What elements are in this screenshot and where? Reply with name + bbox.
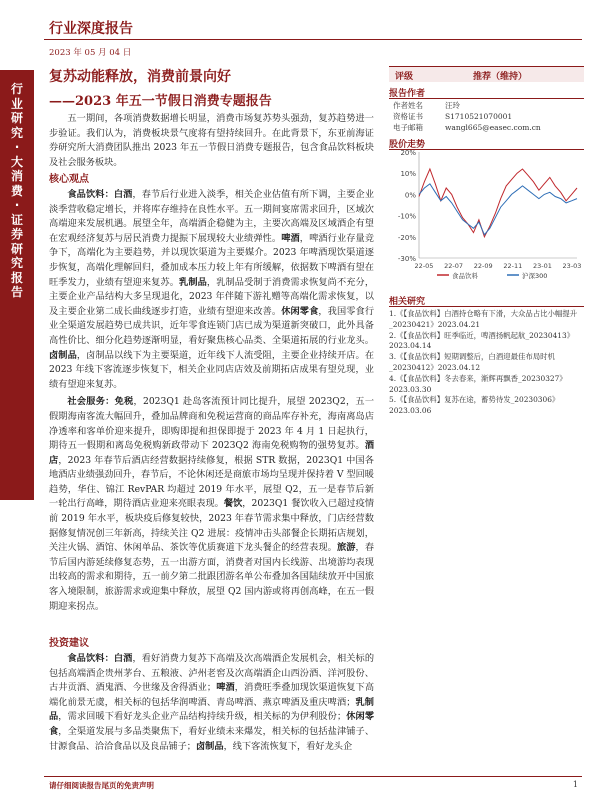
sidebar-char: ·	[14, 198, 20, 212]
intro-text: 五一期间，各项消费数据增长明显，消费市场复苏势头强劲，复苏趋势进一步验证。我们认为，消费板块景气度将有望持续回升。在此背景下，东亚前海证券研究所大消费团队推出 2023 年五一节假日消费专题报告，包含食品饮料板块及社会服务板块。	[49, 113, 374, 168]
bold-run: 旅游	[336, 542, 356, 554]
text-run: ，2023Q1 餐饮收入已超过疫情前 2019 年水平，板块疫后修复较快，2023 年春节需求集中释放，门店经营数据修复情况创三年新高，持续关注 Q2 进展：疫情冲击头部餐企长期拓店规划，关注火锅、酒馆、休闲单品、茶饮等优质赛道下龙头餐企的经营表现。	[49, 498, 375, 554]
sidebar-char: 告	[10, 285, 23, 299]
x-tick-label: 23-01	[532, 262, 552, 270]
x-tick-label: 23-03	[562, 262, 582, 270]
author-cert-key: 资格证书	[393, 112, 423, 121]
related-heading: 相关研究	[389, 297, 426, 307]
x-tick-label: 22-11	[503, 262, 523, 270]
author-cert-row	[393, 111, 583, 122]
y-tick-label: 10%	[400, 170, 416, 179]
series-line-1	[419, 184, 577, 235]
author-heading: 报告作者	[389, 89, 426, 99]
text-run: ，春节后国内游延续修复态势，五一出游方面，消费者对国内长线游、出境游均表现出较高的需求和期待，五一前夕第二批跟团游名单公布叠加各国陆续放开中国旅客入境限制，旅游需求或迎集中释放，展望 Q2 国内游或将再创高峰，在五一假期迎来拐点。	[49, 542, 375, 612]
text-run: ，线下客流恢复下，看好龙头企	[223, 740, 353, 752]
author-email-row	[393, 122, 583, 133]
legend-label: 沪深300	[522, 272, 548, 280]
sidebar-char: 研	[10, 111, 23, 125]
author-cert-value: S1710521070001	[445, 112, 513, 121]
sidebar-char: 究	[10, 125, 23, 140]
y-tick-label: 20%	[400, 149, 416, 157]
bold-run: 乳制品	[179, 276, 207, 288]
report-date: 2023 年 05 月 04 日	[49, 48, 132, 58]
bold-run: 餐饮	[223, 498, 243, 510]
bold-run: 啤酒	[216, 682, 235, 694]
text-run: ，春节后行业进入淡季，相关企业估值有所下调，主要企业淡季营收稳定增长，并将库存维持在良性水平。五一期间宴席需求回升，区域次高端迎来发展机遇。展望全年，高端酒企稳健为主，主要次高端及区域酒企有望在宏观经济复苏与居民消费力提振下展现较大业绩弹性。	[49, 189, 375, 244]
sidebar-char: 报	[10, 270, 23, 285]
report-sub-title: ——2023 年五一节假日消费专题报告	[49, 94, 272, 109]
x-tick-label: 22-09	[473, 262, 493, 270]
sidebar-char: 证	[10, 212, 23, 227]
core-section	[49, 188, 374, 614]
bold-run: 白酒	[113, 189, 133, 200]
trend-heading: 股价走势	[389, 140, 426, 150]
invest-paragraph-food	[49, 652, 374, 754]
bold-run: 啤酒	[281, 232, 300, 244]
y-tick-label: -30%	[397, 255, 416, 263]
text-run: ，乳制品受制于消费需求恢复尚不充分，主要企业产品结构大多呈现退化，2023 年伴随下游礼赠等高端化需求恢复，以及主要企业第二成长曲线逐步打造，业绩有望迎来改善。	[49, 276, 375, 317]
text-run: ，我国零食行业全渠道发展趋势已成共识，近年零食连锁门店已成为渠道新突破口，此外具备高性价比、细分化趋势逐渐明显，看好聚焦核心品类、全渠道拓展的行业龙头。	[49, 305, 375, 346]
intro-paragraph	[49, 112, 374, 170]
core-paragraph-service	[49, 395, 374, 614]
rating-bar	[389, 66, 584, 82]
text-run: ，卤制品以线下为主要渠道，近年线下人流受阻，主要企业持续开店。在 2023 年线下客流逐步恢复下，相关企业同店店效及前期拓店成果有望兑现，业绩有望迎来复苏。	[49, 349, 375, 390]
legend-label: 食品饮料	[452, 272, 478, 280]
page-number: 1	[572, 780, 578, 789]
bold-run: 乳制品	[49, 696, 374, 723]
sidebar-char: 消	[10, 169, 23, 183]
text-run: ，需求回暖下看好龙头企业产品结构持续升级，相关标的为伊利股份；	[58, 711, 347, 723]
sidebar-char: 券	[10, 227, 23, 241]
related-item[interactable]: 5.《【食品饮料】复苏在途，蓄势待发_20230306》2023.03.06	[389, 395, 560, 416]
rating-value: 推荐（维持）	[473, 72, 528, 82]
bold-run: 食品饮料：	[67, 189, 114, 200]
bold-run: 免税	[114, 396, 134, 408]
related-divider	[389, 306, 584, 307]
related-item[interactable]: 3.《【食品饮料】短期调整后，白酒迎最佳布局时机_20230412》2023.04.12	[389, 352, 555, 372]
footer-disclaimer: 请仔细阅读报告尾页的免责声明	[49, 781, 154, 790]
author-name-row	[393, 100, 583, 111]
y-tick-label: -20%	[397, 233, 416, 242]
bold-run: 休闲零食	[49, 711, 375, 737]
related-item[interactable]: 4.《【食品饮料】冬去春来，渐辉再飘香_20230327》2023.03.30	[389, 373, 567, 394]
y-tick-label: 0%	[404, 191, 416, 200]
report-type-title: 行业深度报告	[49, 21, 133, 37]
sidebar-char: 大	[10, 154, 23, 169]
author-name-value: 汪玲	[445, 101, 460, 110]
invest-heading: 投资建议	[49, 638, 89, 649]
sidebar-char: 行	[10, 82, 23, 96]
bold-run: 卤制品	[196, 740, 224, 752]
sidebar-char: 究	[10, 256, 23, 270]
sidebar-char: ·	[14, 140, 20, 154]
series-line-0	[419, 169, 577, 237]
text-run: ，2023 年春节后酒店经营数据持续修复，根据 STR 数据，2023Q1 中国各地酒店业绩强劲回升，春节后，不论休闲还是商旅市场均呈现并保持着 V 型回暖趋势，华住、锦江 RevPAR 均超过 2019 年水平，展望 Q2，五一是春节后新一轮出行高峰，期待酒店业迎来亮眼表现。	[49, 454, 374, 510]
text-run: ，看好消费力复苏下高端及次高端酒企发展机会，相关标的包括高端酒企贵州茅台、五粮液、泸州老窖及次高端酒企山西汾酒、洋河股份、古井贡酒、酒鬼酒、今世缘及舍得酒业；	[49, 653, 375, 694]
stock-trend-chart	[389, 146, 584, 286]
sidebar-label	[0, 82, 34, 300]
rating-label: 评级	[395, 72, 414, 82]
author-name-key: 作者姓名	[393, 101, 423, 110]
x-tick-label: 22-05	[414, 262, 434, 270]
text-run: ，啤酒行业存量竞争下，高端化为主要趋势，并以现饮渠道为主要媒介。2023 年啤酒现饮渠道逐步恢复，高端化理解回归，叠加成本压力较上年有所缓解，依据数下啤酒有望在旺季发力，业绩有望迎来复苏。	[49, 232, 375, 288]
related-item[interactable]: 1.《【食品饮料】白酒持仓略有下滑，大众品占比小幅提升_20230421》2023.04.21	[389, 309, 578, 329]
text-run: ，2023Q1 赴岛客流预计同比提升，展望 2023Q2，五一假期海南客流大幅回升，叠加品牌商和免税运营商的商品库存补充，海南离岛店净透率和客单价迎来提升，即购即提和担保即提于 2023 年 4 月 1 日起执行，期待五一假期和离岛免税购新政带动下 2023Q2 海南免税购物的强势复苏。	[49, 396, 375, 452]
author-email-key: 电子邮箱	[393, 123, 423, 132]
report-main-title: 复苏动能释放，消费前景向好	[49, 69, 231, 85]
text-run: ，消费旺季叠加现饮渠道恢复下高端化前景无虞，相关标的包括华润啤酒、青岛啤酒、燕京啤酒及重庆啤酒；	[49, 682, 375, 708]
related-list	[389, 309, 584, 417]
core-heading: 核心观点	[49, 174, 89, 185]
header-divider	[44, 39, 582, 40]
x-tick-label: 22-07	[444, 262, 464, 270]
bold-run: 休闲零食	[281, 305, 319, 317]
bold-run: 酒店	[49, 440, 374, 466]
bold-run: 白酒	[113, 653, 133, 664]
core-paragraph-food	[49, 188, 374, 392]
bold-run: 卤制品	[49, 349, 77, 361]
sidebar-char: 费	[10, 183, 23, 198]
footer-divider	[44, 776, 582, 777]
related-item[interactable]: 2.《【食品饮料】旺季临近，啤酒扬帆起航_20230413》2023.04.14	[389, 330, 575, 351]
bold-run: 社会服务：	[67, 396, 115, 408]
y-tick-label: -10%	[397, 212, 416, 221]
sidebar-char: 业	[10, 96, 23, 111]
author-email-value: wangl665@easec.com.cn	[445, 123, 541, 132]
invest-section	[49, 652, 374, 754]
sidebar-char: 研	[10, 241, 23, 256]
author-divider	[389, 98, 584, 99]
bold-run: 食品饮料：	[67, 653, 114, 664]
text-run: ，全渠道发展与多品类聚焦下，看好业绩未来爆发，相关标的包括盐津铺子、甘源食品、洽洽食品以及良品铺子；	[49, 725, 375, 752]
